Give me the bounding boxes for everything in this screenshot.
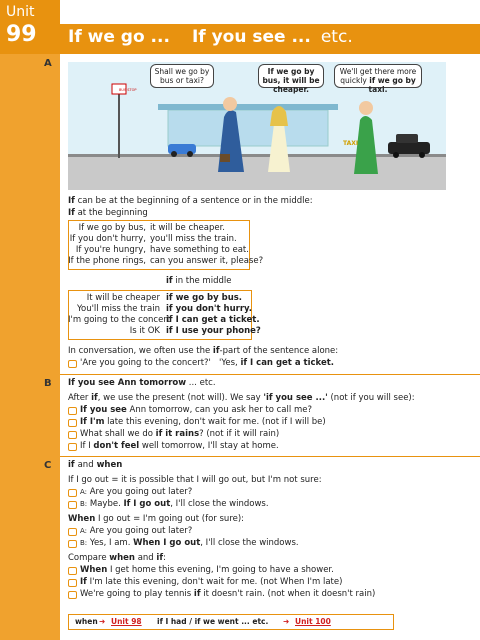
c-when-a-label: A: bbox=[80, 527, 88, 535]
middle-right-1: if we go by bus. bbox=[166, 293, 243, 303]
c-if-b-label: B: bbox=[80, 500, 88, 508]
middle-left-2: You'll miss the train bbox=[76, 304, 160, 314]
begin-right-2: you'll miss the train. bbox=[150, 234, 237, 244]
c-compare-plain: Compare bbox=[68, 553, 107, 563]
title-part-2: If you see ... bbox=[191, 27, 311, 47]
a-begin-label-rest: at the beginning bbox=[77, 208, 148, 218]
middle-left-4: Is it OK bbox=[129, 326, 160, 336]
begin-left-2: If you don't hurry, bbox=[69, 234, 146, 244]
c-if-b bbox=[80, 499, 269, 510]
b-intro-1: After bbox=[68, 393, 89, 403]
b-heading-rest: ... etc. bbox=[188, 378, 216, 388]
middle-left-1: It will be cheaper bbox=[86, 293, 160, 303]
a-convo-intro bbox=[68, 346, 338, 357]
section-c-divider bbox=[60, 456, 480, 457]
a-begin-label-bold: If bbox=[68, 208, 75, 218]
c-compare-2 bbox=[80, 577, 342, 588]
c-when-a-text: Are you going out later? bbox=[89, 526, 193, 536]
convo-answer-bold: if I can get a ticket. bbox=[240, 358, 335, 368]
a-convo-example bbox=[80, 358, 334, 369]
c-if-a-text: Are you going out later? bbox=[89, 487, 193, 497]
c-when-b-label: B: bbox=[80, 539, 88, 547]
speech-bubble-3 bbox=[334, 64, 422, 94]
c-compare-2-bold: If bbox=[80, 577, 87, 587]
b-ex4-bold: don't feel bbox=[93, 441, 140, 451]
b-example-3 bbox=[80, 429, 279, 440]
arrow-right-icon-2: ➜ bbox=[283, 617, 290, 626]
b-ex2-bold: If I'm bbox=[80, 417, 105, 427]
section-letter-b: B bbox=[44, 378, 52, 389]
section-letter-a: A bbox=[44, 58, 52, 69]
cross-reference-bar bbox=[68, 614, 394, 630]
convo-bold: if bbox=[212, 346, 220, 356]
c-if-b-rest: , I'll close the windows. bbox=[170, 499, 269, 509]
c-if-a-label: A: bbox=[80, 488, 88, 496]
arrow-right-icon: ➜ bbox=[99, 617, 106, 626]
b-heading-bold: If you see Ann tomorrow bbox=[68, 378, 187, 388]
b-heading bbox=[68, 378, 216, 389]
speech-bubble-1: Shall we go by bus or taxi? bbox=[150, 64, 214, 88]
sidebar-strip bbox=[0, 0, 60, 640]
c-compare-and: and bbox=[137, 553, 154, 563]
c-when-b bbox=[80, 538, 299, 549]
a-middle-label bbox=[166, 276, 231, 287]
c-heading-when: when bbox=[96, 460, 123, 470]
c-when-line-rest: I go out = I'm going out (for sure): bbox=[97, 514, 245, 524]
a-middle-label-bold: if bbox=[166, 276, 173, 286]
c-when-b-bold: When I go out bbox=[133, 538, 201, 548]
b-ex3-bold: if it rains bbox=[155, 429, 200, 439]
c-compare-1-bold: When bbox=[80, 565, 108, 575]
link-unit-98[interactable]: Unit 98 bbox=[111, 617, 142, 626]
c-when-line bbox=[68, 514, 244, 525]
b-intro-will: will bbox=[207, 393, 222, 403]
section-b-divider bbox=[60, 374, 480, 375]
taxi-icon bbox=[388, 142, 430, 154]
b-ex2-rest: late this evening, don't wait for me. (not if I will be) bbox=[107, 417, 326, 427]
b-intro-4: (not if you will see): bbox=[330, 393, 415, 403]
b-example-1 bbox=[80, 405, 312, 416]
c-heading-if: if bbox=[68, 460, 75, 470]
b-ex1-bold: If you see bbox=[80, 405, 127, 415]
b-example-4 bbox=[80, 441, 279, 452]
c-when-a bbox=[80, 526, 192, 537]
title-part-3: etc. bbox=[320, 27, 353, 47]
page-title bbox=[68, 27, 353, 47]
middle-right-3: if I can get a ticket. bbox=[166, 315, 260, 325]
c-when-b-rest: , I'll close the windows. bbox=[200, 538, 299, 548]
a-begin-label bbox=[68, 208, 148, 219]
c-compare-3-pre: We're going to play tennis bbox=[80, 589, 192, 599]
convo-answer-plain: 'Yes, bbox=[219, 358, 238, 368]
footer-when-label: when bbox=[75, 617, 98, 626]
speech-bubble-2: If we go by bus, it will be cheaper. bbox=[258, 64, 324, 88]
c-when-line-bold: When bbox=[68, 514, 96, 524]
b-intro-2: , we use the present (not bbox=[97, 393, 205, 403]
b-ex3-pre: What shall we do bbox=[80, 429, 153, 439]
convo-plain: In conversation, we often use the bbox=[68, 346, 211, 356]
b-ex3-rest: ? (not if it will rain) bbox=[199, 429, 280, 439]
unit-number: 99 bbox=[6, 22, 37, 47]
begin-left-1: If we go by bus, bbox=[78, 223, 146, 233]
c-compare-3 bbox=[80, 589, 375, 600]
b-intro-if: if bbox=[91, 393, 98, 403]
c-compare-1 bbox=[80, 565, 334, 576]
bubble-3-plain: We'll get there more quickly bbox=[339, 67, 417, 85]
footer-middle-text: if I had / if we went ... etc. bbox=[157, 617, 269, 626]
c-if-b-bold: If I go out bbox=[123, 499, 171, 509]
c-compare-2-rest: I'm late this evening, don't wait for me. (not When I'm late) bbox=[89, 577, 343, 587]
b-intro-quote: 'if you see ...' bbox=[263, 393, 328, 403]
c-when-b-plain: Yes, I am. bbox=[89, 538, 131, 548]
middle-right-2: if you don't hurry. bbox=[166, 304, 253, 314]
c-if-b-plain: Maybe. bbox=[89, 499, 121, 509]
begin-right-4: can you answer it, please? bbox=[150, 256, 264, 266]
c-compare-3-rest: it doesn't rain. (not when it doesn't rain) bbox=[203, 589, 376, 599]
b-ex1-rest: Ann tomorrow, can you ask her to call me? bbox=[129, 405, 312, 415]
b-intro bbox=[68, 393, 415, 404]
convo-rest: -part of the sentence alone: bbox=[219, 346, 339, 356]
b-ex4-rest: well tomorrow, I'll stay at home. bbox=[141, 441, 279, 451]
b-ex4-pre: If I bbox=[80, 441, 91, 451]
middle-right-4: if I use your phone? bbox=[166, 326, 261, 336]
middle-left-3: I'm going to the concert bbox=[68, 315, 171, 325]
a-intro-rest: can be at the beginning of a sentence or in the middle: bbox=[77, 196, 313, 206]
bus-stop-sign: BUS STOP bbox=[119, 88, 137, 92]
begin-right-1: it will be cheaper. bbox=[150, 223, 226, 233]
begin-left-3: If you're hungry, bbox=[75, 245, 146, 255]
unit-badge bbox=[0, 0, 60, 54]
link-unit-100[interactable]: Unit 100 bbox=[295, 617, 331, 626]
c-heading-and: and bbox=[77, 460, 94, 470]
a-middle-label-rest: in the middle bbox=[175, 276, 232, 286]
title-part-1: If we go ... bbox=[68, 27, 170, 47]
c-heading bbox=[68, 460, 122, 471]
taxi-sign: TAXI bbox=[343, 140, 359, 147]
a-intro-bold: If bbox=[68, 196, 75, 206]
b-example-2 bbox=[80, 417, 326, 428]
c-compare-1-rest: I get home this evening, I'm going to have a shower. bbox=[109, 565, 334, 575]
begin-right-3: have something to eat. bbox=[150, 245, 249, 255]
c-if-a bbox=[80, 487, 192, 498]
b-intro-3: ). We say bbox=[221, 393, 261, 403]
section-letter-c: C bbox=[44, 460, 52, 471]
c-compare-line: Compare when and if: bbox=[68, 553, 166, 563]
c-compare-if: if bbox=[156, 553, 164, 563]
c-compare-when: when bbox=[109, 553, 135, 563]
begin-left-4: If the phone rings, bbox=[68, 256, 146, 266]
c-if-line: If I go out = it is possible that I will go out, but I'm not sure: bbox=[68, 475, 322, 485]
convo-question: 'Are you going to the concert?' bbox=[80, 358, 211, 368]
unit-label: Unit bbox=[6, 4, 35, 20]
c-compare-3-bold: if bbox=[193, 589, 201, 599]
a-intro bbox=[68, 196, 313, 207]
bubble-3-bold: if we go by taxi. bbox=[368, 76, 416, 94]
